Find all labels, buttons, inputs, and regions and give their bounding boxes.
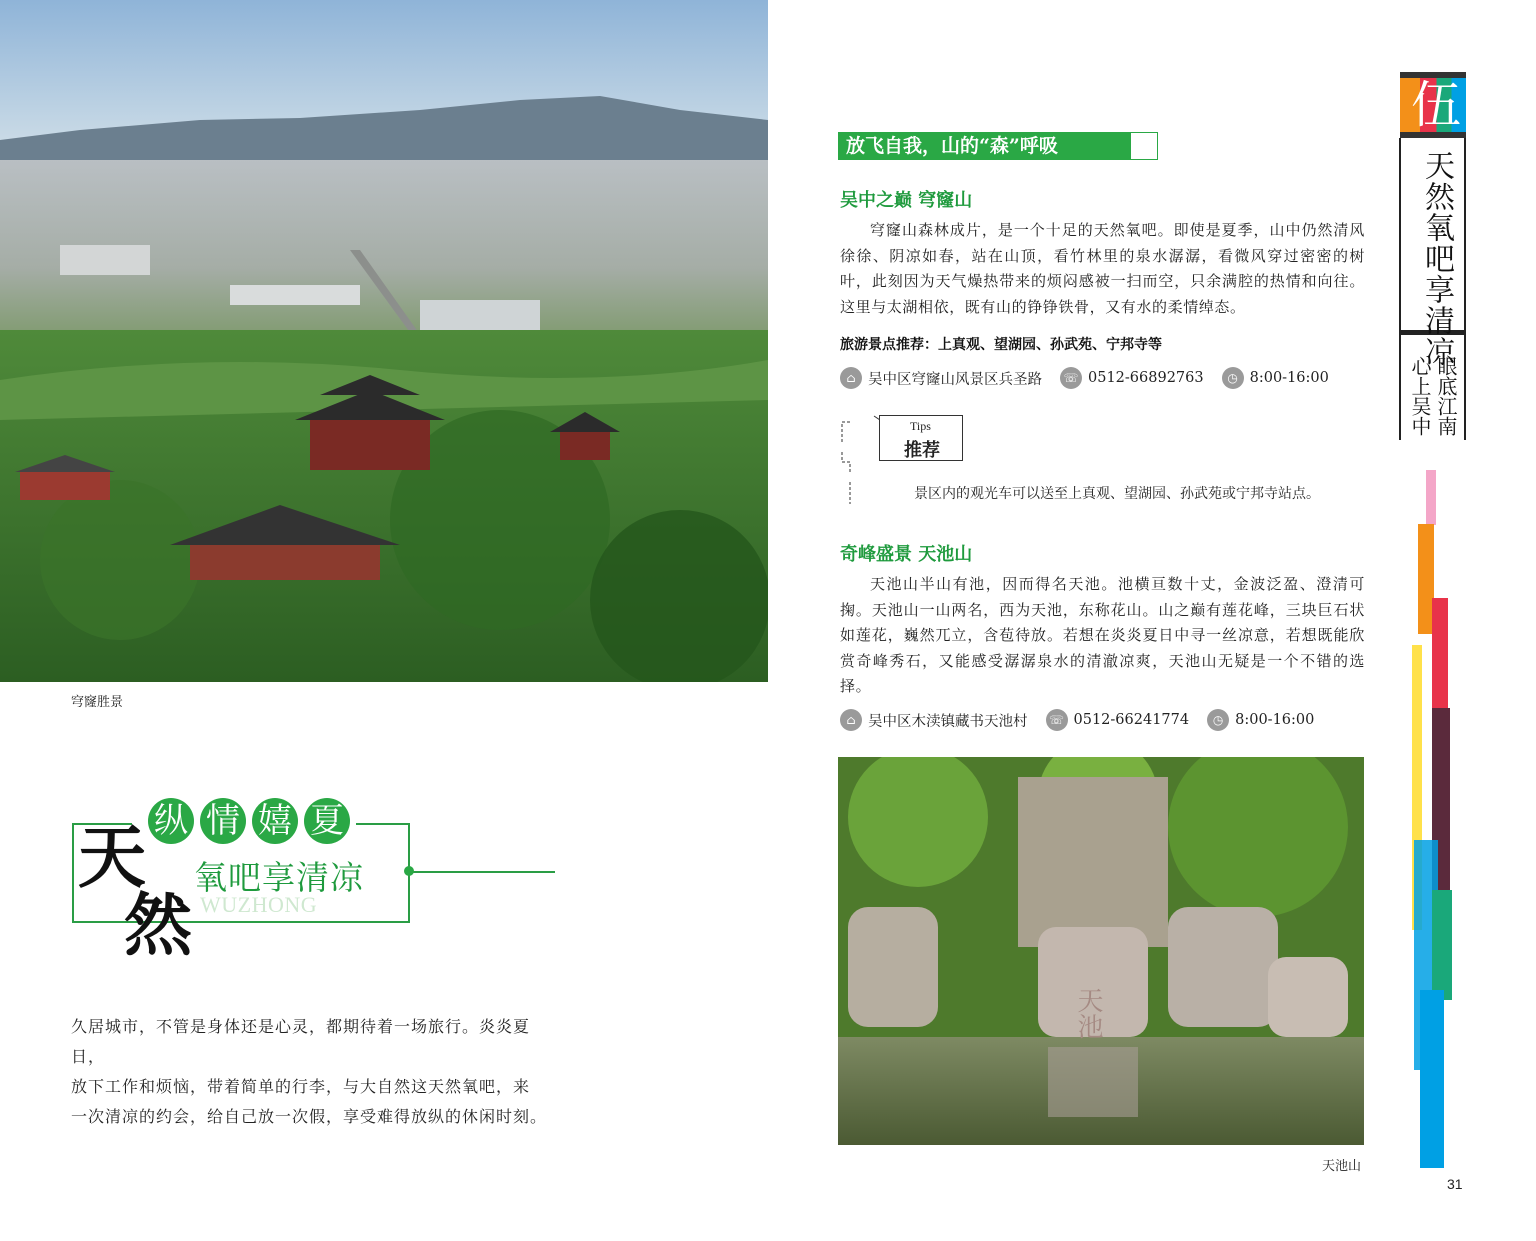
title-bubble-1: 纵 (148, 798, 194, 844)
spot2-phone (1046, 709, 1190, 731)
rail-left-line (1399, 138, 1401, 440)
rail-stripe-red (1432, 598, 1448, 718)
spot2-title: 奇峰盛景 天池山 (840, 544, 973, 565)
spot2-address-text: 吴中区木渎镇藏书天池村 (868, 713, 1028, 730)
spot1-recommend: 旅游景点推荐：上真观、望湖园、孙武苑、宁邦寺等 (840, 336, 1162, 352)
page-number: 31 (1447, 1176, 1463, 1192)
spot1-hours-text: 8:00-16:00 (1249, 370, 1329, 386)
spot2-info-row (840, 709, 1332, 731)
tips-box (879, 415, 963, 461)
title-calligraphy-ran: 然 (124, 886, 193, 966)
spot1-body: 穹窿山森林成片，是一个十足的天然氧吧。即使是夏季，山中仍然清风徐徐、阴凉如春，站在山顶，看竹林里的泉水潺潺，看微风穿过密密的树叶，此刻因为天气燥热带来的烦闷感被一扫而空，只余满腔的热情和向往。这里与太湖相依，既有山的铮铮铁骨，又有水的柔情绰态。 (840, 221, 1365, 316)
spot1-address-text: 吴中区穹窿山风景区兵圣路 (868, 371, 1042, 388)
title-bubble-3: 嬉 (252, 798, 298, 844)
landscape-illustration (0, 0, 768, 682)
photo-caption-right: 天池山 (1322, 1158, 1362, 1173)
clock-icon: ◷ (1222, 367, 1244, 389)
title-subtitle: 氧吧享清凉 (194, 858, 364, 897)
spot1-phone-text: 0512-66892763 (1088, 370, 1204, 386)
tips-text: 景区内的观光车可以送至上真观、望湖园、孙武苑或宁邦寺站点。 (914, 485, 1320, 501)
series-title-col2: 心上吴中 (1408, 356, 1432, 436)
home-icon: ⌂ (840, 709, 862, 731)
section-heading-box (1130, 132, 1158, 160)
chapter-char: 伍 (1411, 76, 1461, 134)
tianchi-illustration (838, 757, 1364, 1145)
spot1-hours (1222, 367, 1329, 389)
intro-line-3: 一次清凉的约会，给自己放一次假，享受难得放纵的休闲时刻。 (71, 1107, 548, 1126)
chapter-mark (1400, 72, 1466, 138)
series-title-col1: 眼底江南 (1434, 356, 1458, 436)
spot1-phone (1060, 367, 1204, 389)
frame-top-line-right (356, 823, 410, 825)
photo-qionglong-landscape (0, 0, 768, 682)
section-heading-bar (838, 132, 1158, 160)
spot2-phone-text: 0512-66241774 (1073, 712, 1190, 728)
phone-icon: ☏ (1060, 367, 1082, 389)
tips-label-cn: 推荐 (904, 440, 940, 461)
spot2-body: 天池山半山有池，因而得名天池。池横亘数十丈，金波泛盈、澄清可掬。天池山一山两名，西为天池，东称花山。山之巅有莲花峰，三块巨石状如莲花，巍然兀立，含苞待放。若想在炎炎夏日中寻一丝凉意，若想既能欣赏奇峰秀石，又能感受潺潺泉水的清澈凉爽，天池山无疑是一个不错的选择。 (840, 575, 1365, 695)
spot2-hours (1207, 709, 1314, 731)
intro-line-1: 久居城市，不管是身体还是心灵，都期待着一场旅行。炎炎夏日， (71, 1017, 531, 1066)
photo-caption-left: 穹窿胜景 (71, 694, 124, 709)
spot1-address (840, 367, 1042, 389)
title-bubble-4: 夏 (304, 798, 350, 844)
intro-paragraph (71, 1012, 561, 1132)
clock-icon: ◷ (1207, 709, 1229, 731)
title-english: WUZHONG (200, 892, 318, 917)
spot1-info-row (840, 367, 1347, 389)
rail-stripe-pink (1426, 470, 1436, 525)
chapter-title-vertical: 天然氧吧享清凉 (1419, 150, 1454, 367)
svg-text:天池: 天池 (1073, 987, 1103, 1039)
intro-line-2: 放下工作和烦恼，带着简单的行李，与大自然这天然氧吧，来 (71, 1077, 531, 1096)
photo-tianchi (838, 757, 1364, 1145)
feature-title-block (70, 790, 560, 966)
rail-right-line (1464, 138, 1466, 440)
frame-bottom-line (72, 921, 408, 923)
home-icon: ⌂ (840, 367, 862, 389)
title-bubble-2: 情 (200, 798, 246, 844)
spot2-address (840, 709, 1028, 731)
title-calligraphy-tian: 天 (78, 818, 147, 898)
rail-stripe-blue-2 (1420, 990, 1444, 1168)
spot1-title: 吴中之巅 穹窿山 (840, 190, 973, 211)
frame-dot (404, 866, 414, 876)
section-heading: 放飞自我，山的“森”呼吸 (838, 132, 1132, 160)
tips-label-en: Tips (910, 419, 931, 433)
spot2-hours-text: 8:00-16:00 (1235, 712, 1315, 728)
rail-stripe-teal (1432, 890, 1452, 1000)
frame-left-line (72, 823, 74, 923)
frame-extension-line (410, 871, 555, 873)
phone-icon: ☏ (1046, 709, 1068, 731)
